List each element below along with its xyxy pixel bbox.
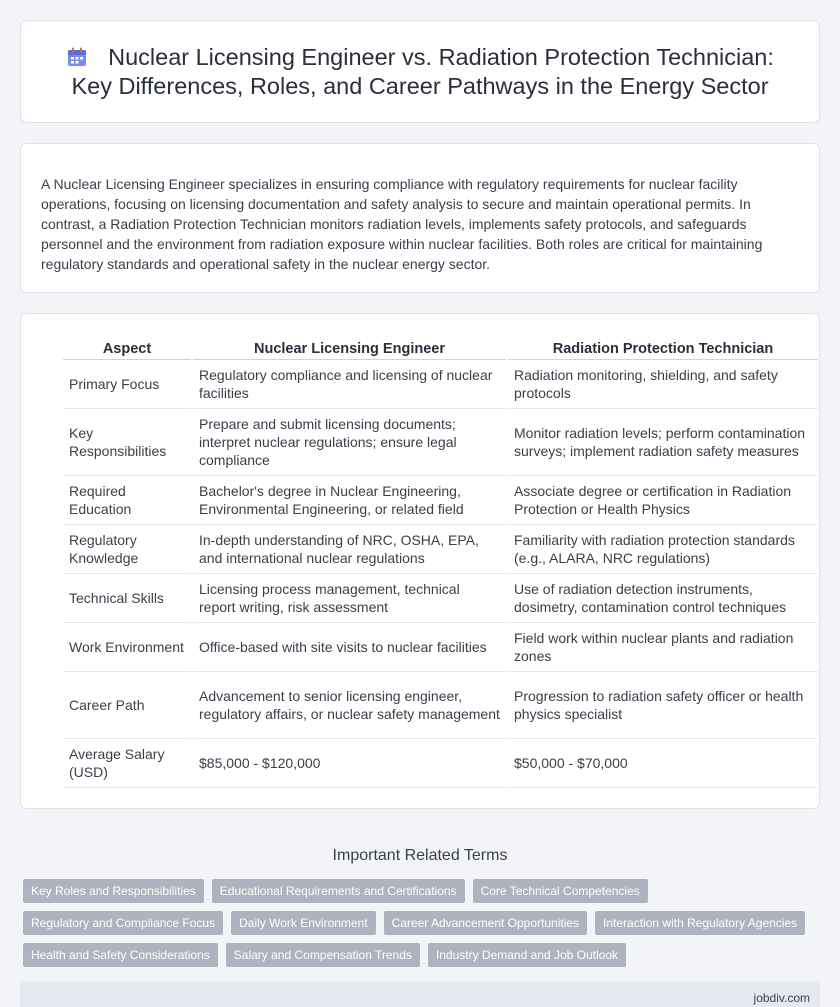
row-aspect: Work Environment [63, 623, 191, 672]
row-aspect: Required Education [63, 476, 191, 525]
row-technician-value: Progression to radiation safety officer or health physics specialist [508, 672, 818, 739]
footer-site-link[interactable]: jobdiv.com [753, 991, 810, 1005]
page-title-text: Nuclear Licensing Engineer vs. Radiation Protection Technician: Key Differences, Roles, and Career Pathways in the Energy Sector [71, 43, 774, 99]
row-aspect: Career Path [63, 672, 191, 739]
row-aspect: Primary Focus [63, 360, 191, 409]
row-technician-value: Monitor radiation levels; perform contamination surveys; implement radiation safety measures [508, 409, 818, 476]
tag-regulatory-agencies[interactable]: Interaction with Regulatory Agencies [595, 911, 805, 935]
row-aspect: Technical Skills [63, 574, 191, 623]
row-technician-value: $50,000 - $70,000 [508, 739, 818, 788]
row-aspect: Key Responsibilities [63, 409, 191, 476]
row-engineer-value: Advancement to senior licensing engineer, regulatory affairs, or nuclear safety management [193, 672, 506, 739]
row-engineer-value: Bachelor's degree in Nuclear Engineering, Environmental Engineering, or related field [193, 476, 506, 525]
row-technician-value: Use of radiation detection instruments, dosimetry, contamination control techniques [508, 574, 818, 623]
comparison-card [20, 313, 820, 809]
footer [20, 981, 820, 1007]
tag-career-advancement[interactable]: Career Advancement Opportunities [384, 911, 587, 935]
title-card [20, 20, 820, 123]
tag-health-safety[interactable]: Health and Safety Considerations [23, 943, 218, 967]
row-engineer-value: Prepare and submit licensing documents; interpret nuclear regulations; ensure legal compliance [193, 409, 506, 476]
table-header-row [63, 336, 818, 360]
table-row [63, 476, 818, 525]
table-row [63, 672, 818, 739]
tag-key-roles[interactable]: Key Roles and Responsibilities [23, 879, 204, 903]
row-engineer-value: $85,000 - $120,000 [193, 739, 506, 788]
table-row [63, 574, 818, 623]
calendar-icon [66, 46, 88, 68]
intro-card [20, 143, 820, 293]
related-terms-title: Important Related Terms [332, 847, 508, 864]
intro-paragraph: A Nuclear Licensing Engineer specializes in ensuring compliance with regulatory requirements for nuclear facility operations, focusing on licensing documentation and safety analysis to secure and maintain operational permits. In contrast, a Radiation Protection Technician monitors radiation levels, implements safety protocols, and safeguards personnel and the environment from radiation exposure within nuclear facilities. Both roles are critical for maintaining regulatory standards and operational safety in the nuclear energy sector. [41, 176, 763, 272]
tag-educational-requirements[interactable]: Educational Requirements and Certifications [212, 879, 465, 903]
row-aspect: Regulatory Knowledge [63, 525, 191, 574]
table-row [63, 360, 818, 409]
tag-core-technical-competencies[interactable]: Core Technical Competencies [473, 879, 648, 903]
row-technician-value: Familiarity with radiation protection standards (e.g., ALARA, NRC regulations) [508, 525, 818, 574]
comparison-table [61, 336, 820, 788]
tag-salary-trends[interactable]: Salary and Compensation Trends [226, 943, 420, 967]
row-engineer-value: In-depth understanding of NRC, OSHA, EPA, and international nuclear regulations [193, 525, 506, 574]
header-radiation-technician: Radiation Protection Technician [508, 336, 818, 360]
row-technician-value: Radiation monitoring, shielding, and safety protocols [508, 360, 818, 409]
related-terms-tags [20, 879, 820, 967]
row-engineer-value: Office-based with site visits to nuclear facilities [193, 623, 506, 672]
table-row [63, 739, 818, 788]
page-title [51, 43, 789, 101]
tag-industry-demand[interactable]: Industry Demand and Job Outlook [428, 943, 626, 967]
header-licensing-engineer: Nuclear Licensing Engineer [193, 336, 506, 360]
table-row [63, 623, 818, 672]
table-row [63, 525, 818, 574]
header-aspect: Aspect [63, 336, 191, 360]
tag-daily-work-environment[interactable]: Daily Work Environment [231, 911, 375, 935]
row-technician-value: Associate degree or certification in Radiation Protection or Health Physics [508, 476, 818, 525]
row-technician-value: Field work within nuclear plants and radiation zones [508, 623, 818, 672]
row-engineer-value: Regulatory compliance and licensing of nuclear facilities [193, 360, 506, 409]
table-row [63, 409, 818, 476]
row-aspect: Average Salary (USD) [63, 739, 191, 788]
tag-regulatory-compliance[interactable]: Regulatory and Compliance Focus [23, 911, 223, 935]
related-terms-section [0, 847, 840, 967]
row-engineer-value: Licensing process management, technical report writing, risk assessment [193, 574, 506, 623]
